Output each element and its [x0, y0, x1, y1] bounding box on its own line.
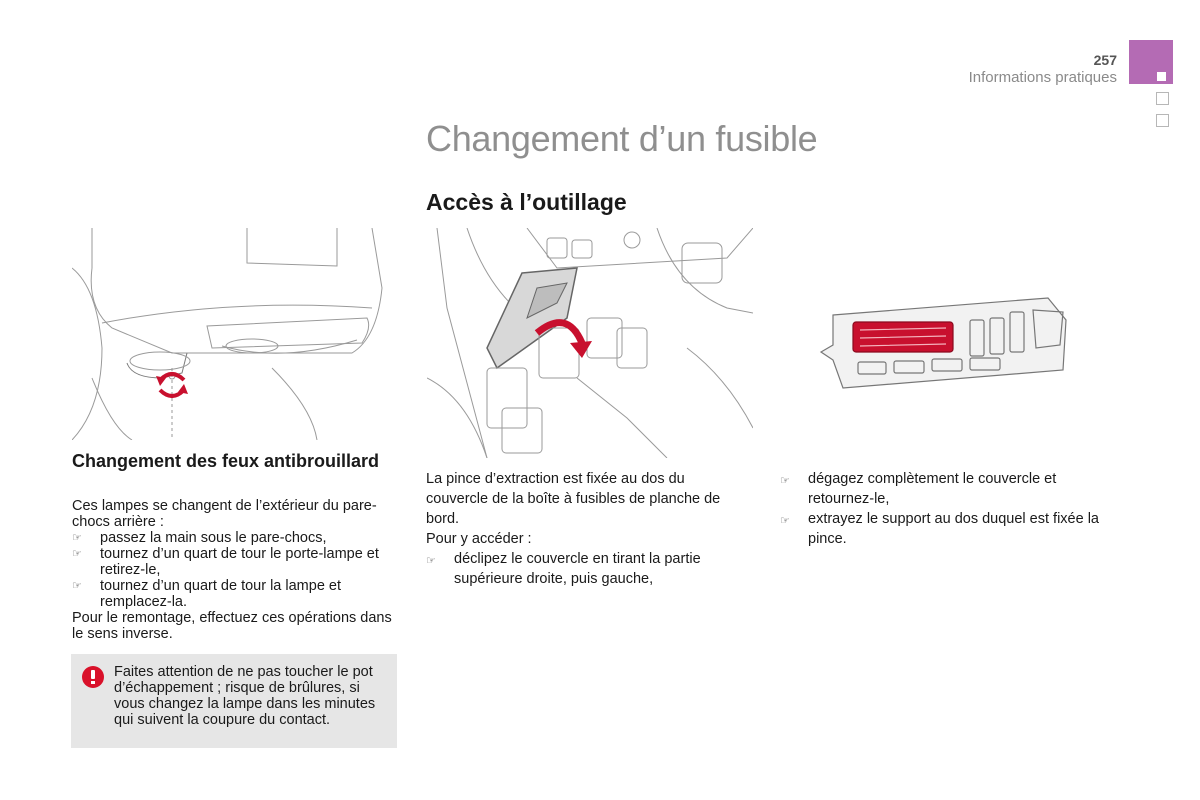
fuse-cover-illustration [427, 228, 753, 458]
chapter-tab-next[interactable] [1156, 92, 1169, 105]
chapter-tab-active[interactable] [1129, 40, 1173, 84]
section-subtitle: Accès à l’outillage [426, 189, 627, 215]
fuse-box-lid-illustration [818, 290, 1073, 395]
pointing-hand-icon: ☞ [72, 532, 82, 544]
pointing-hand-icon: ☞ [780, 515, 790, 527]
fog-light-section-title: Changement des feux antibrouillard [72, 451, 380, 471]
list-item: ☞ extrayez le support au dos duquel est fixée la pince. [780, 511, 1099, 547]
access-steps [426, 549, 756, 589]
page-number: 257 [1093, 52, 1117, 68]
fog-light-intro: Ces lampes se changent de l’extérieur du pare-chocs arrière : [72, 498, 377, 530]
pointing-hand-icon: ☞ [426, 555, 436, 567]
section-label: Informations pratiques [968, 69, 1117, 86]
cover-steps [780, 469, 1110, 549]
reassembly-note: Pour le remontage, effectuez ces opérations dans le sens inverse. [72, 610, 392, 642]
list-item: ☞ passez la main sous le pare-chocs, [72, 530, 327, 546]
pointing-hand-icon: ☞ [780, 475, 790, 487]
extraction-tool-paragraph: La pince d’extraction est fixée au dos du couvercle de la boîte à fusibles de planche de bord. [426, 471, 721, 527]
page-title: Changement d’un fusible [426, 118, 818, 159]
warning-icon [82, 666, 104, 688]
list-item: ☞ déclipez le couvercle en tirant la partie supérieure droite, puis gauche, [426, 551, 701, 587]
list-item: ☞ tournez d’un quart de tour la lampe et remplacez-la. [72, 578, 342, 610]
pointing-hand-icon: ☞ [72, 580, 82, 592]
list-item: ☞ tournez d’un quart de tour le porte-lampe et retirez-le, [72, 546, 379, 578]
warning-box [71, 654, 397, 748]
rear-bumper-illustration [72, 228, 399, 440]
list-item: ☞ dégagez complètement le couvercle et retournez-le, [780, 471, 1057, 507]
fog-light-steps [72, 530, 402, 610]
pointing-hand-icon: ☞ [72, 548, 82, 560]
access-intro: Pour y accéder : [426, 531, 532, 547]
chapter-tab-last[interactable] [1156, 114, 1169, 127]
warning-text: Faites attention de ne pas toucher le pot d’échappement ; risque de brûlures, si vous changez la lampe dans les minutes qui suivent la coupure du contact. [114, 664, 376, 728]
